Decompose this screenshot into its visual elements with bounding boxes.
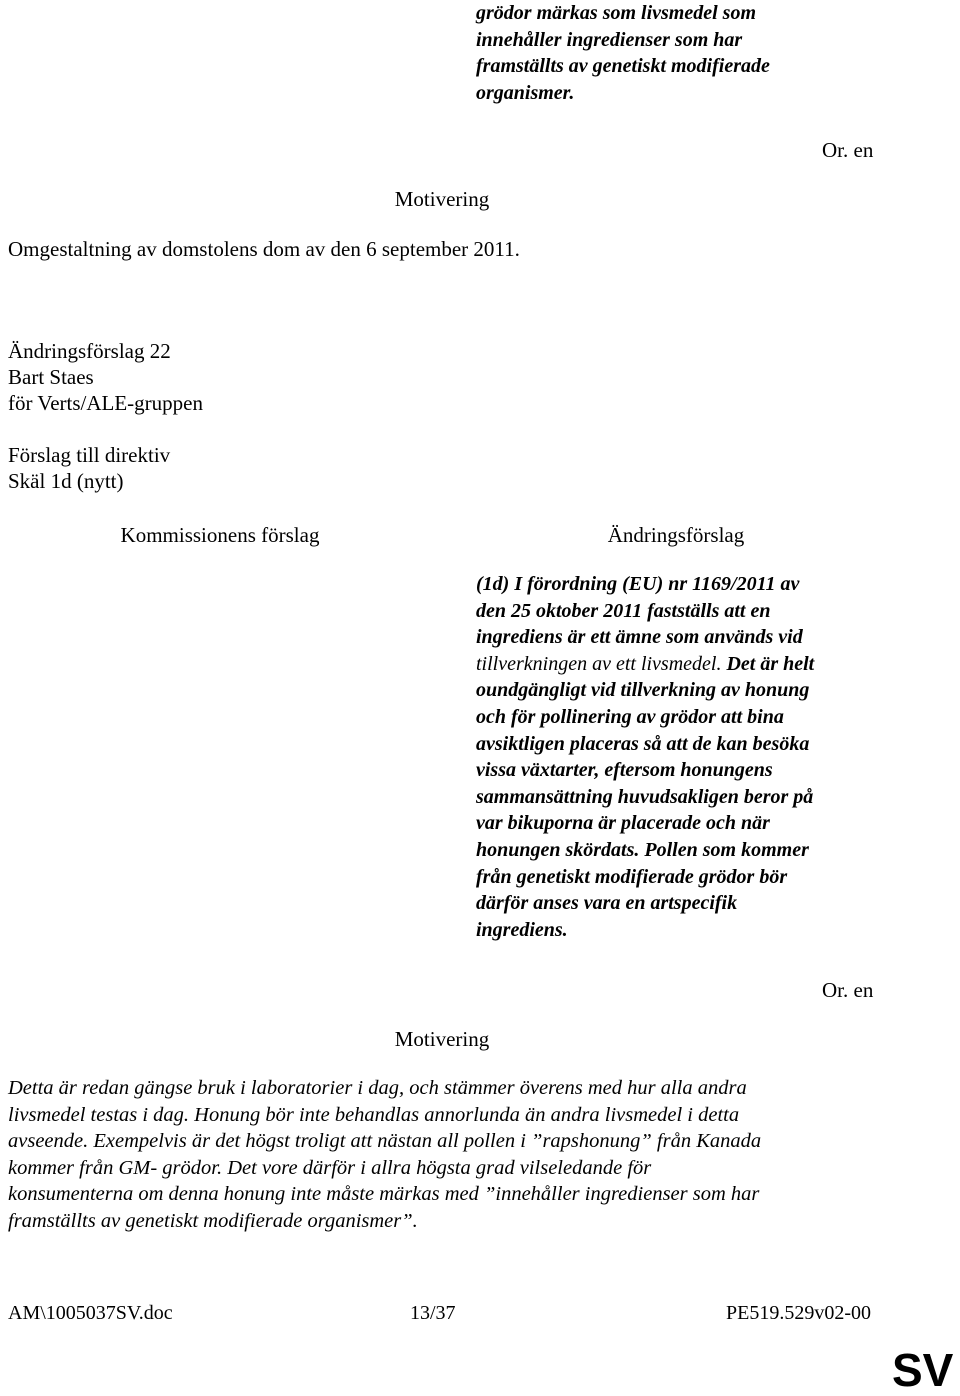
amendment-text [476,571,876,943]
motivation-line: kommer från GM- grödor. Det vore därför i allra högsta grad vilseledande för [8,1156,652,1179]
motivation-line: konsumenterna om denna honung inte måste märkas med ”innehåller ingredienser som har [8,1183,760,1206]
amendment-fragment: Pollen som kommer [639,838,809,861]
original-language-label: Or. en [822,978,874,1002]
original-language-label: Or. en [822,138,874,162]
continuation-line: organismer. [476,81,575,104]
recital-reference: Skäl 1d (nytt) [8,469,124,493]
amendment-line: var bikuporna är placerade och när [476,812,770,835]
amendment-line: vissa växtarter, eftersom honungens [476,759,773,782]
continuation-line: framställts av genetiskt modifierade [476,55,770,78]
amendment-line: avsiktligen placeras så att de kan besöka [476,732,810,755]
amendment-line: (1d) I förordning (EU) nr 1169/2011 av [476,573,800,595]
amendment-line: den 25 oktober 2011 fastställs att en [476,599,771,622]
amendment-fragment: tillverkningen av ett livsmedel. [476,652,722,675]
amendment-line: därför anses vara en artspecifik [476,892,738,915]
motivation-line: Detta är redan gängse bruk i laboratorier i dag, och stämmer överens med hur alla andra [8,1077,747,1099]
amendment-fragment: honungen skördats. [476,838,640,861]
continuation-line: grödor märkas som livsmedel som [476,2,757,24]
motivation-text [8,1075,908,1235]
commission-proposal-header: Kommissionens förslag [120,523,320,547]
footer-page-number: 13/37 [410,1302,456,1324]
amendment-line: från genetiskt modifierade grödor bör [476,865,788,888]
amendment-author: Bart Staes [8,365,94,389]
amendment-line: och för pollinering av grödor att bina [476,705,784,728]
amendment-line: ingrediens. [476,918,568,941]
motivation-text: Omgestaltning av domstolens dom av den 6 september 2011. [8,237,520,261]
amendment-line [476,651,876,678]
motivation-heading: Motivering [394,187,490,211]
footer-document-reference: AM\1005037SV.doc [8,1302,173,1324]
amendment-number: Ändringsförslag 22 [8,339,171,363]
amendment-line: oundgängligt vid tillverkning av honung [476,679,810,702]
amendment-block [8,338,508,416]
amendment-group: för Verts/ALE-gruppen [8,391,203,415]
motivation-line: framställts av genetiskt modifierade organismer”. [8,1209,418,1232]
motivation-line: avseende. Exempelvis är det högst troligt att nästan all pollen i ”rapshonung” från Kanada [8,1130,762,1153]
language-badge: SV [892,1344,954,1396]
amendment-header: Ändringsförslag [607,523,745,547]
amendment-fragment: Det är helt [721,652,815,675]
continuation-line: innehåller ingredienser som har [476,28,743,51]
amendment-line: ingrediens är ett ämne som används vid [476,626,803,649]
proposal-block [8,442,508,494]
motivation-line: livsmedel testas i dag. Honung bör inte behandlas annorlunda än andra livsmedel i detta [8,1103,740,1126]
amendment-line: sammansättning huvudsakligen beror på [476,785,814,808]
footer-pe-reference: PE519.529v02-00 [726,1302,871,1324]
top-continuation-text [476,0,876,106]
proposal-type: Förslag till direktiv [8,443,171,467]
amendment-line [476,837,876,864]
motivation-heading: Motivering [394,1027,490,1051]
